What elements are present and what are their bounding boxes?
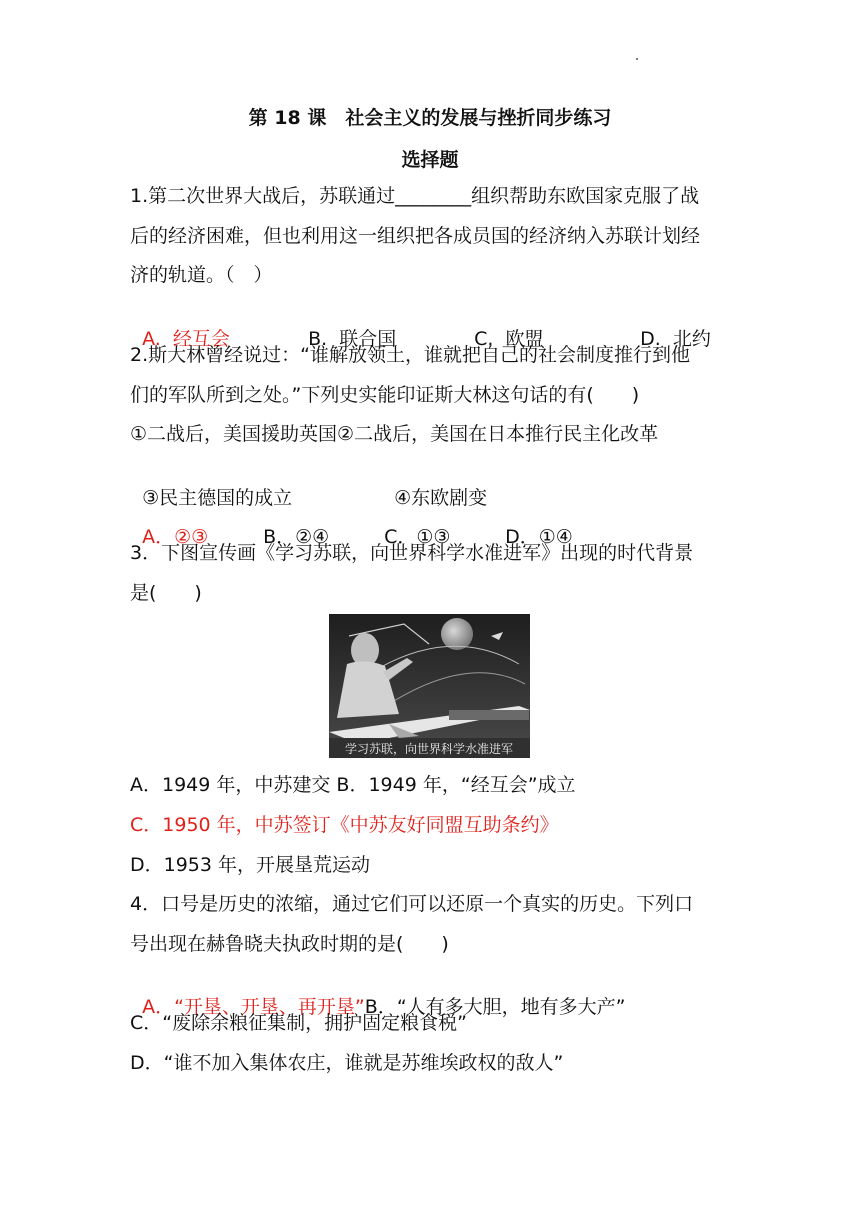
page-title: 第 18 课 社会主义的发展与挫折同步练习 xyxy=(248,107,612,129)
q1-line-2: 后的经济困难，但也利用这一组织把各成员国的经济纳入苏联计划经 xyxy=(130,225,701,247)
q1-option-b: B. 联合国 xyxy=(308,328,397,350)
q2-option-d: D．①④ xyxy=(505,526,573,548)
q3-line-1: 3．下图宣传画《学习苏联，向世界科学水准进军》出现的时代背景 xyxy=(130,542,694,564)
q1-line-3: 济的轨道。（ ） xyxy=(130,264,273,286)
q3-line-2: 是( ) xyxy=(130,582,202,604)
q3-option-d: D．1953 年，开展垦荒运动 xyxy=(130,854,371,876)
q4-option-d: D．“谁不加入集体农庄，谁就是苏维埃政权的敌人” xyxy=(130,1052,564,1074)
q2-line-3: ①二战后，美国援助英国②二战后，美国在日本推行民主化改革 xyxy=(130,423,659,445)
q4-option-c: C．“废除余粮征集制，拥护固定粮食税” xyxy=(130,1012,467,1034)
propaganda-poster-image xyxy=(329,614,530,758)
page-dot xyxy=(636,58,638,60)
q2-item-4: ④东欧剧变 xyxy=(394,487,488,509)
q1-option-c: C. 欧盟 xyxy=(474,328,544,350)
q1-option-a: A. 经互会 xyxy=(142,328,230,350)
q2-option-a: A．②③ xyxy=(142,526,209,548)
q1-line-1: 1.第二次世界大战后，苏联通过________组织帮助东欧国家克服了战 xyxy=(130,185,700,207)
q4-option-b: B．“人有多大胆，地有多大产” xyxy=(364,996,626,1018)
section-heading: 选择题 xyxy=(401,149,459,171)
q2-line-1: 2.斯大林曾经说过：“谁解放领土，谁就把自己的社会制度推行到他 xyxy=(130,344,690,366)
q4-line-1: 4．口号是历史的浓缩，通过它们可以还原一个真实的历史。下列口 xyxy=(130,893,694,915)
planet-shape xyxy=(441,618,473,650)
q2-option-b: B．②④ xyxy=(263,526,330,548)
q3-option-a-b: A．1949 年，中苏建交 B．1949 年，“经互会”成立 xyxy=(130,774,576,796)
q2-item-3: ③民主德国的成立 xyxy=(142,487,293,509)
q4-line-2: 号出现在赫鲁晓夫执政时期的是( ) xyxy=(130,933,449,955)
q1-option-d: D. 北约 xyxy=(640,328,711,350)
poster-caption: 学习苏联，向世界科学水准进军 xyxy=(344,742,514,756)
q2-option-c: C．①③ xyxy=(384,526,451,548)
q4-option-a: A．“开垦、开垦、再开垦” xyxy=(142,996,365,1018)
q3-option-c: C．1950 年，中苏签订《中苏友好同盟互助条约》 xyxy=(130,814,559,836)
q2-line-2: 们的军队所到之处。”下列史实能印证斯大林这句话的有( ) xyxy=(130,384,640,406)
